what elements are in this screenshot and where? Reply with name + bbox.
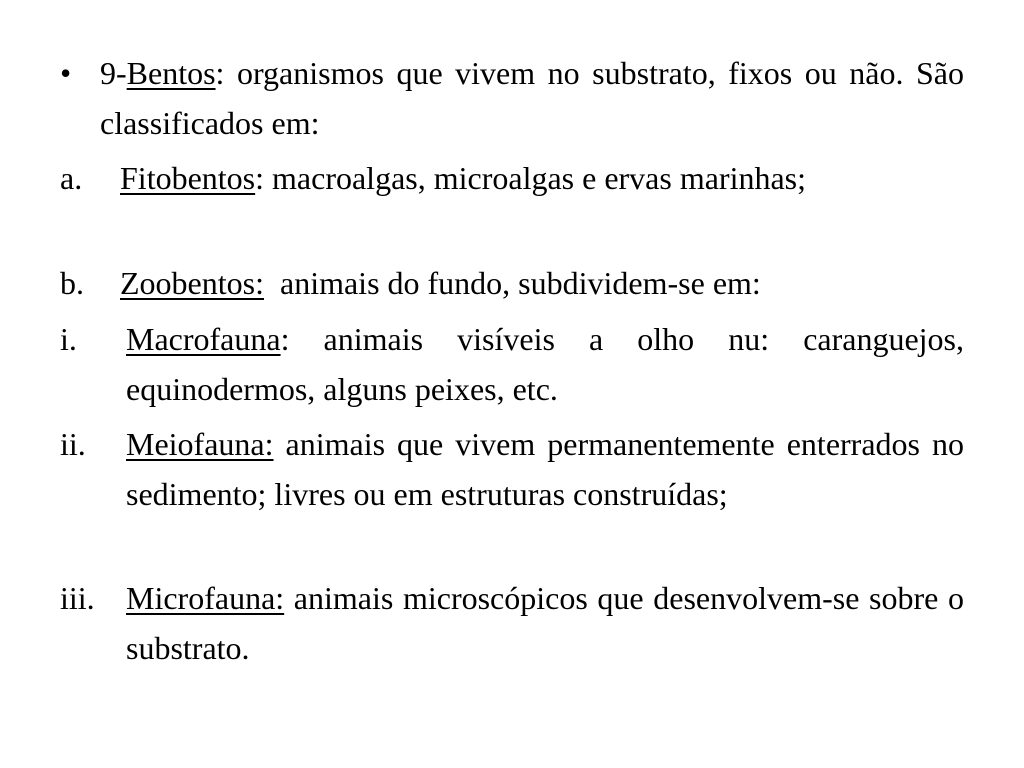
list-marker: b. [60, 265, 84, 301]
term-microfauna: Microfauna: [126, 580, 285, 616]
list-item-text [126, 419, 964, 519]
bullet-marker: • [60, 55, 72, 91]
term-zoobentos: Zoobentos: [120, 265, 264, 301]
list-item-meiofauna [60, 419, 964, 519]
list-item-text [120, 258, 964, 308]
list-item-microfauna [60, 573, 964, 673]
list-marker: iii. [60, 580, 95, 616]
list-marker: i. [60, 321, 77, 357]
list-item-fitobentos [60, 153, 964, 203]
item-description: : animais visíveis a olho nu: caranguejos, equinodermos, alguns peixes, etc. [126, 321, 964, 407]
item-prefix: 9- [100, 55, 127, 91]
term-fitobentos: Fitobentos [120, 160, 256, 196]
item-description: animais do fundo, subdividem-se em: [263, 265, 761, 301]
list-item-text [126, 573, 964, 673]
term-macrofauna: Macrofauna [126, 321, 281, 357]
list-item-text [120, 153, 964, 203]
item-description: animais microscópicos que desenvolvem-se sobre o substrato. [126, 580, 964, 666]
item-description: : macroalgas, microalgas e ervas marinhas; [255, 160, 807, 196]
list-marker: a. [60, 160, 83, 196]
list-item-bentos [60, 48, 964, 148]
item-description: animais que vivem permanentemente enterrados no sedimento; livres ou em estruturas construídas; [126, 426, 964, 512]
list-item-text [126, 314, 964, 414]
item-description: : organismos que vivem no substrato, fixos ou não. São classificados em: [100, 55, 964, 141]
term-bentos: Bentos [126, 55, 216, 91]
list-item-text [100, 48, 964, 148]
list-item-zoobentos [60, 258, 964, 308]
list-marker: ii. [60, 426, 86, 462]
term-meiofauna: Meiofauna: [126, 426, 274, 462]
list-item-macrofauna [60, 314, 964, 414]
